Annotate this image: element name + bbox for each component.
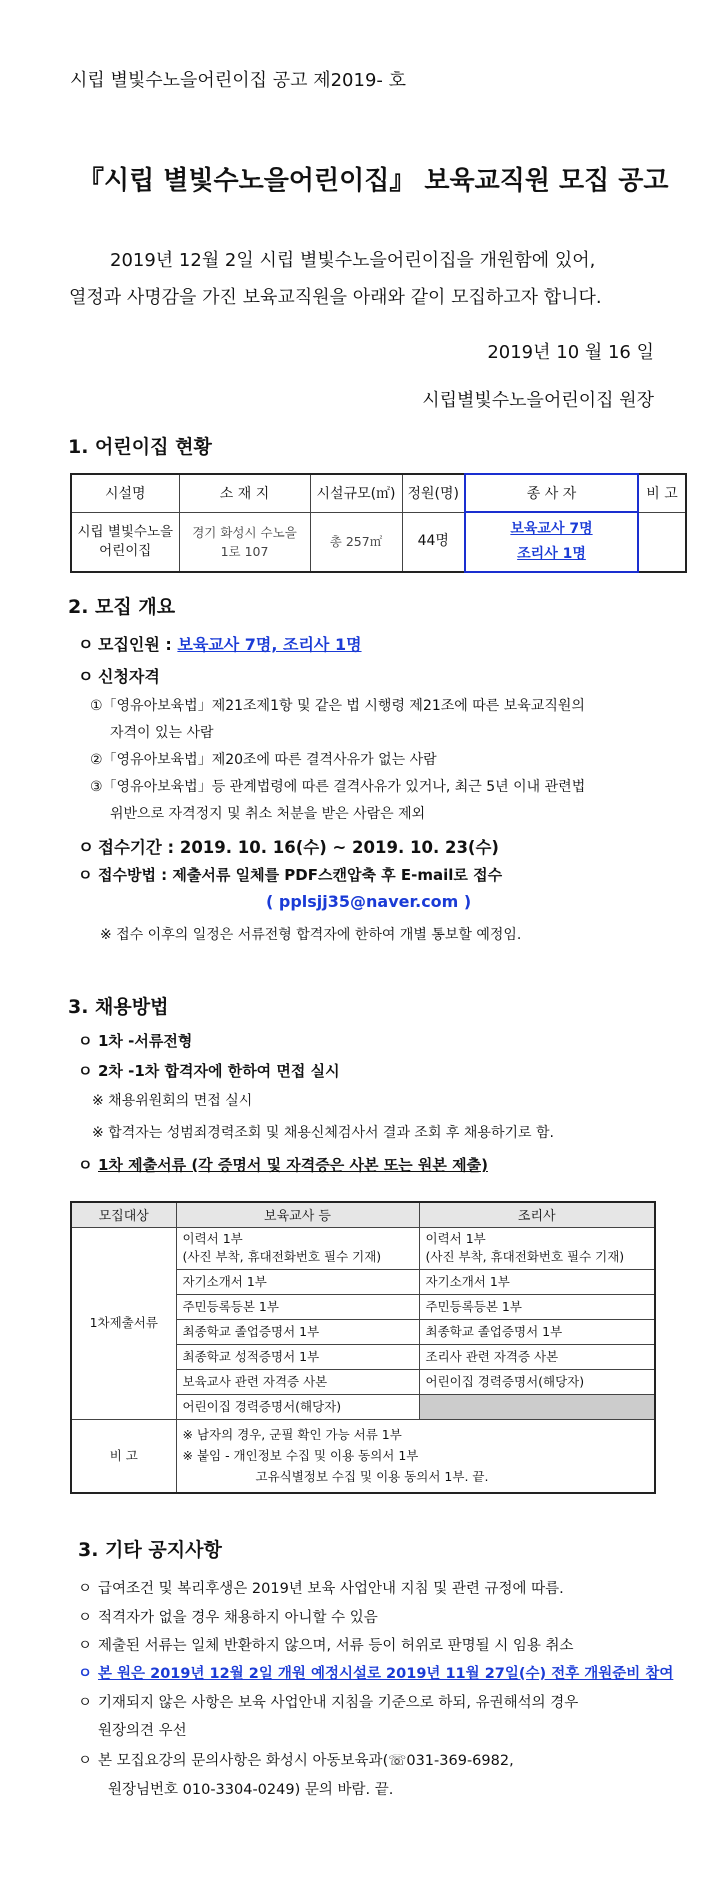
table-cell: 자기소개서 1부 xyxy=(419,1269,655,1294)
table-cell: 주민등록등본 1부 xyxy=(176,1294,419,1319)
table-cell: 주민등록등본 1부 xyxy=(419,1294,655,1319)
col-size: 시설규모(㎡) xyxy=(310,474,402,512)
facility-size: 총 257㎡ xyxy=(310,512,402,572)
page-title: 『시립 별빛수노을어린이집』 보육교직원 모집 공고 xyxy=(78,166,669,196)
intro-line-2: 열정과 사명감을 가진 보육교직원을 아래와 같이 모집하고자 합니다. xyxy=(69,287,602,308)
section-3-heading: 3. 채용방법 xyxy=(68,996,169,1018)
section-4-heading: 3. 기타 공지사항 xyxy=(78,1539,222,1561)
notice-item-1: ㅇ 급여조건 및 복리후생은 2019년 보육 사업안내 지침 및 관련 규정에 따름. xyxy=(78,1581,564,1597)
facility-remark xyxy=(638,512,686,572)
qualification-3: ③「영유아보육법」등 관계법령에 따른 결격사유가 있거나, 최근 5년 이내 관련법 xyxy=(90,779,586,795)
remark-content: ※ 남자의 경우, 군필 확인 가능 서류 1부 ※ 붙임 - 개인정보 수집 및 이용 동의서 1부 고유식별정보 수집 및 이용 동의서 1부. 끝. xyxy=(176,1419,655,1493)
table-cell: 조리사 관련 자격증 사본 xyxy=(419,1344,655,1369)
table-cell: 최종학교 졸업증명서 1부 xyxy=(419,1319,655,1344)
table-cell: 최종학교 성적증명서 1부 xyxy=(176,1344,419,1369)
table-cell: 자기소개서 1부 xyxy=(176,1269,419,1294)
notice-date: 2019년 10 월 16 일 xyxy=(487,342,654,363)
notice-item-4: ㅇ 본 원은 2019년 12월 2일 개원 예정시설로 2019년 11월 27일(수) 전후 개원준비 참여 xyxy=(78,1666,674,1682)
intro-line-1: 2019년 12월 2일 시립 별빛수노을어린이집을 개원함에 있어, xyxy=(110,250,596,271)
facility-address: 경기 화성시 수노을 1로 107 xyxy=(179,512,310,572)
col-remark: 비 고 xyxy=(638,474,686,512)
step-1: ㅇ 1차 -서류전형 xyxy=(78,1032,193,1050)
table-cell: 이력서 1부 (사진 부착, 휴대전화번호 필수 기재) xyxy=(419,1227,655,1269)
facility-name: 시립 별빛수노을 어린이집 xyxy=(71,512,179,572)
group-label: 1차제출서류 xyxy=(71,1227,176,1419)
application-note: ※ 접수 이후의 일정은 서류전형 합격자에 한하여 개별 통보할 예정임. xyxy=(100,927,522,943)
application-email[interactable]: ( pplsjj35@naver.com ) xyxy=(266,892,472,911)
notice-item-5: ㅇ 기재되지 않은 사항은 보육 사업안내 지침을 기준으로 하되, 유권해석의 경우 xyxy=(78,1695,579,1711)
step-2: ㅇ 2차 -1차 합격자에 한하여 면접 실시 xyxy=(78,1062,340,1080)
col-teacher: 보육교사 등 xyxy=(176,1202,419,1227)
recruit-count-value: 보육교사 7명, 조리사 1명 xyxy=(177,635,362,654)
remark-label: 비 고 xyxy=(71,1419,176,1493)
qualification-1-cont: 자격이 있는 사람 xyxy=(110,725,214,741)
table-cell-empty xyxy=(419,1394,655,1419)
documents-table-header xyxy=(71,1202,655,1227)
table-cell: 보육교사 관련 자격증 사본 xyxy=(176,1369,419,1394)
col-facility-name: 시설명 xyxy=(71,474,179,512)
notice-item-3: ㅇ 제출된 서류는 일체 반환하지 않으며, 서류 등이 허위로 판명될 시 임용 취소 xyxy=(78,1638,574,1654)
notice-item-5-cont: 원장의견 우선 xyxy=(98,1723,187,1739)
table-cell: 최종학교 졸업증명서 1부 xyxy=(176,1319,419,1344)
step-note-2: ※ 합격자는 성범죄경력조회 및 채용신체검사서 결과 조회 후 채용하기로 함. xyxy=(92,1125,554,1141)
table-row xyxy=(71,1227,655,1269)
notice-item-6: ㅇ 본 모집요강의 문의사항은 화성시 아동보육과(☏031-369-6982, xyxy=(78,1753,514,1769)
table-cell: 어린이집 경력증명서(해당자) xyxy=(419,1369,655,1394)
qualification-3-cont: 위반으로 자격정지 및 취소 처분을 받은 사람은 제외 xyxy=(110,806,426,822)
table-row xyxy=(71,1419,655,1493)
facility-capacity: 44명 xyxy=(402,512,465,572)
notice-item-6-cont: 원장님번호 010-3304-0249) 문의 바람. 끝. xyxy=(108,1782,394,1798)
issuer: 시립별빛수노을어린이집 원장 xyxy=(422,390,654,411)
recruit-count: ㅇ 모집인원 : 보육교사 7명, 조리사 1명 xyxy=(78,635,362,654)
notice-number: 시립 별빛수노을어린이집 공고 제2019- 호 xyxy=(70,70,407,91)
col-staff: 종 사 자 xyxy=(465,474,638,512)
facility-table xyxy=(70,473,687,573)
step-note-1: ※ 채용위원회의 면접 실시 xyxy=(92,1093,253,1109)
col-target: 모집대상 xyxy=(71,1202,176,1227)
col-capacity: 정원(명) xyxy=(402,474,465,512)
qualification-label: ㅇ 신청자격 xyxy=(78,667,160,686)
documents-table xyxy=(70,1201,656,1494)
col-address: 소 재 지 xyxy=(179,474,310,512)
facility-staff: 보육교사 7명 조리사 1명 xyxy=(465,512,638,572)
table-cell: 이력서 1부 (사진 부착, 휴대전화번호 필수 기재) xyxy=(176,1227,419,1269)
table-cell: 어린이집 경력증명서(해당자) xyxy=(176,1394,419,1419)
application-method: ㅇ 접수방법 : 제출서류 일체를 PDF스캔압축 후 E-mail로 접수 xyxy=(78,866,503,884)
notice-item-2: ㅇ 적격자가 없을 경우 채용하지 아니할 수 있음 xyxy=(78,1610,378,1626)
table-row xyxy=(71,512,686,572)
qualification-2: ②「영유아보육법」제20조에 따른 결격사유가 없는 사람 xyxy=(90,752,437,768)
facility-table-header xyxy=(71,474,686,512)
col-cook: 조리사 xyxy=(419,1202,655,1227)
submission-docs: ㅇ 1차 제출서류 (각 증명서 및 자격증은 사본 또는 원본 제출) xyxy=(78,1156,488,1174)
application-period: ㅇ 접수기간 : 2019. 10. 16(수) ~ 2019. 10. 23(수) xyxy=(78,838,499,857)
section-1-heading: 1. 어린이집 현황 xyxy=(68,436,212,458)
section-2-heading: 2. 모집 개요 xyxy=(68,596,176,618)
qualification-1: ①「영유아보육법」제21조제1항 및 같은 법 시행령 제21조에 따른 보육교직원의 xyxy=(90,698,585,714)
